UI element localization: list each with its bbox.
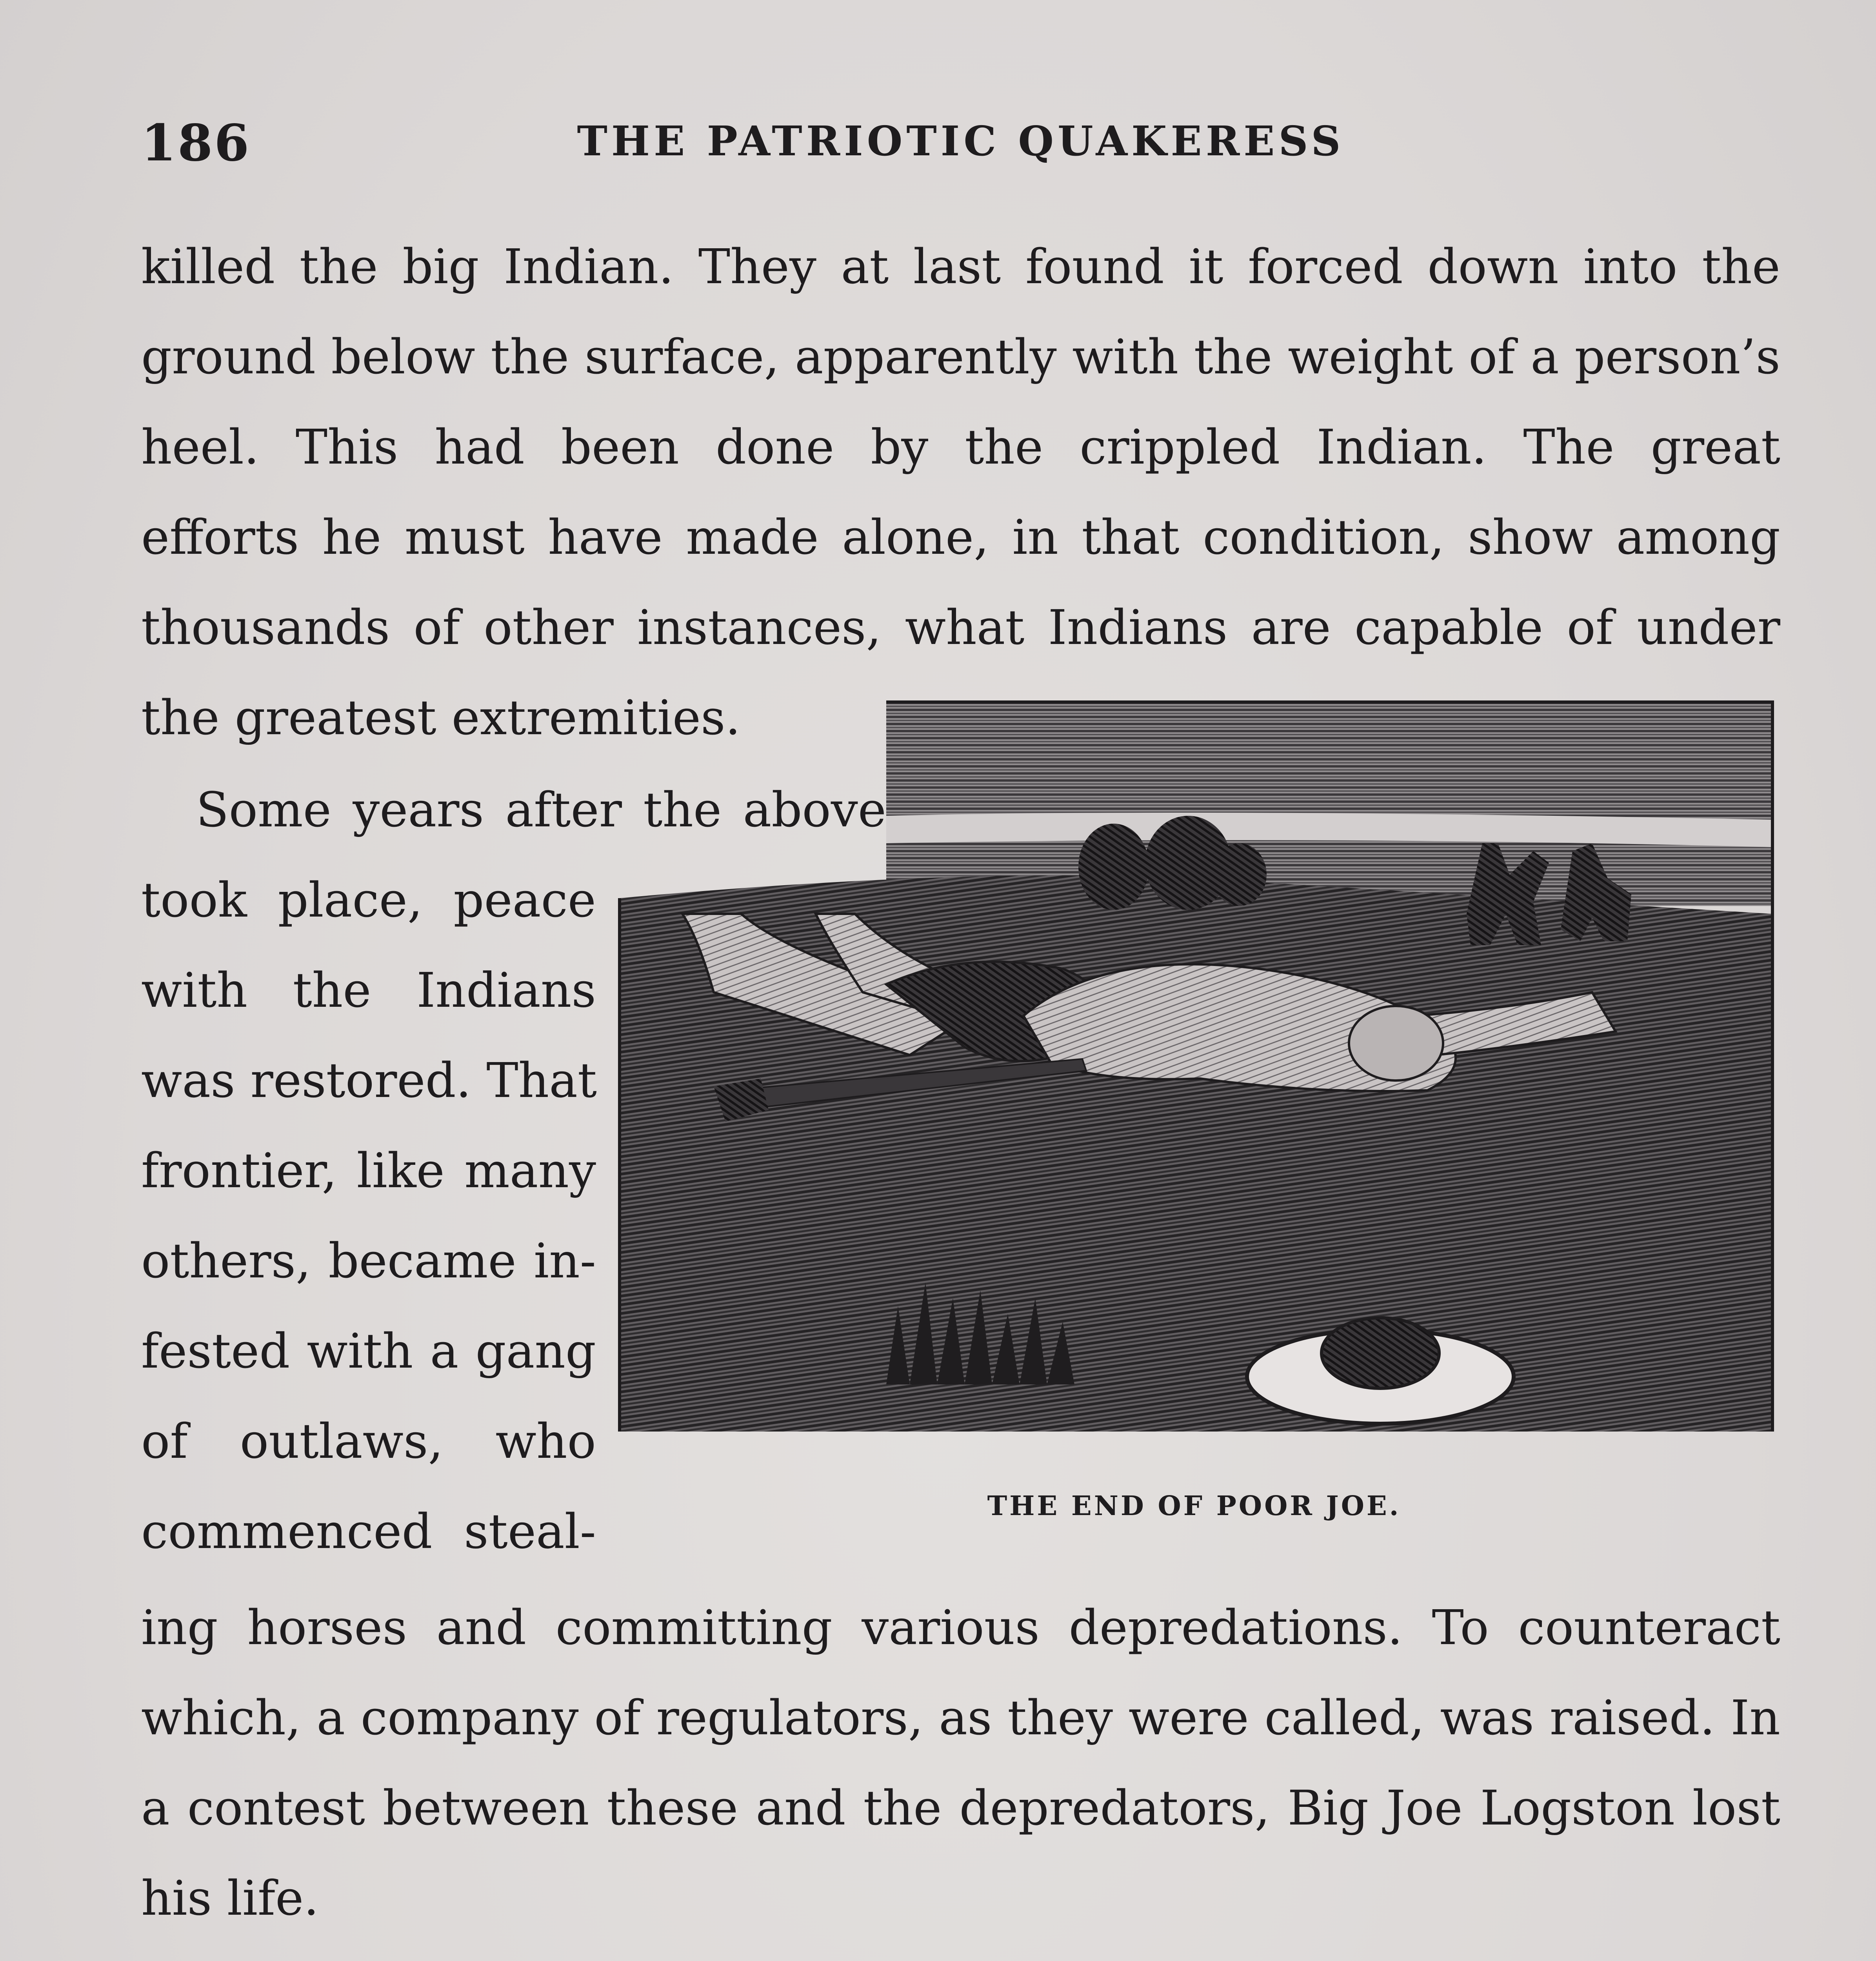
text-line: a contest between these and the depredators, Big Joe Logston lost bbox=[141, 1780, 1780, 1836]
paragraph-2 bbox=[141, 765, 886, 1577]
text-line: others, became in- bbox=[141, 1233, 596, 1289]
text-line: fested with a gang bbox=[141, 1323, 596, 1379]
text-line: frontier, like many bbox=[141, 1143, 596, 1199]
text-line: of outlaws, who bbox=[141, 1413, 596, 1469]
text-line: took place, peace bbox=[141, 872, 596, 928]
paragraph-3 bbox=[141, 1583, 1780, 1943]
text-line: was restored. That bbox=[141, 1053, 597, 1108]
text-line: with the Indians bbox=[141, 962, 596, 1018]
text-line: ground below the surface, apparently with the weight of a person’s bbox=[141, 329, 1780, 385]
text-line: which, a company of regulators, as they were called, was raised. In bbox=[141, 1690, 1780, 1746]
page-header bbox=[141, 114, 1780, 176]
page-number: 186 bbox=[141, 114, 251, 173]
engraving-illustration bbox=[612, 694, 1776, 1471]
text-line: Some years after the above bbox=[196, 782, 886, 838]
paragraph-1 bbox=[141, 222, 1780, 763]
text-line: heel. This had been done by the crippled Indian. The great bbox=[141, 419, 1780, 475]
text-line: ing horses and committing various depredations. To counteract bbox=[141, 1600, 1780, 1655]
illustration-caption: THE END OF POOR JOE. bbox=[987, 1490, 1401, 1522]
text-line: killed the big Indian. They at last found it forced down into the bbox=[141, 239, 1780, 295]
text-line: thousands of other instances, what Indians are capable of under bbox=[141, 600, 1780, 655]
text-line: his life. bbox=[141, 1870, 319, 1926]
text-line: efforts he must have made alone, in that condition, show among bbox=[141, 509, 1780, 565]
text-line: the greatest extremities. bbox=[141, 690, 741, 746]
text-line: commenced steal- bbox=[141, 1504, 596, 1559]
running-title: THE PATRIOTIC QUAKERESS bbox=[577, 117, 1345, 165]
